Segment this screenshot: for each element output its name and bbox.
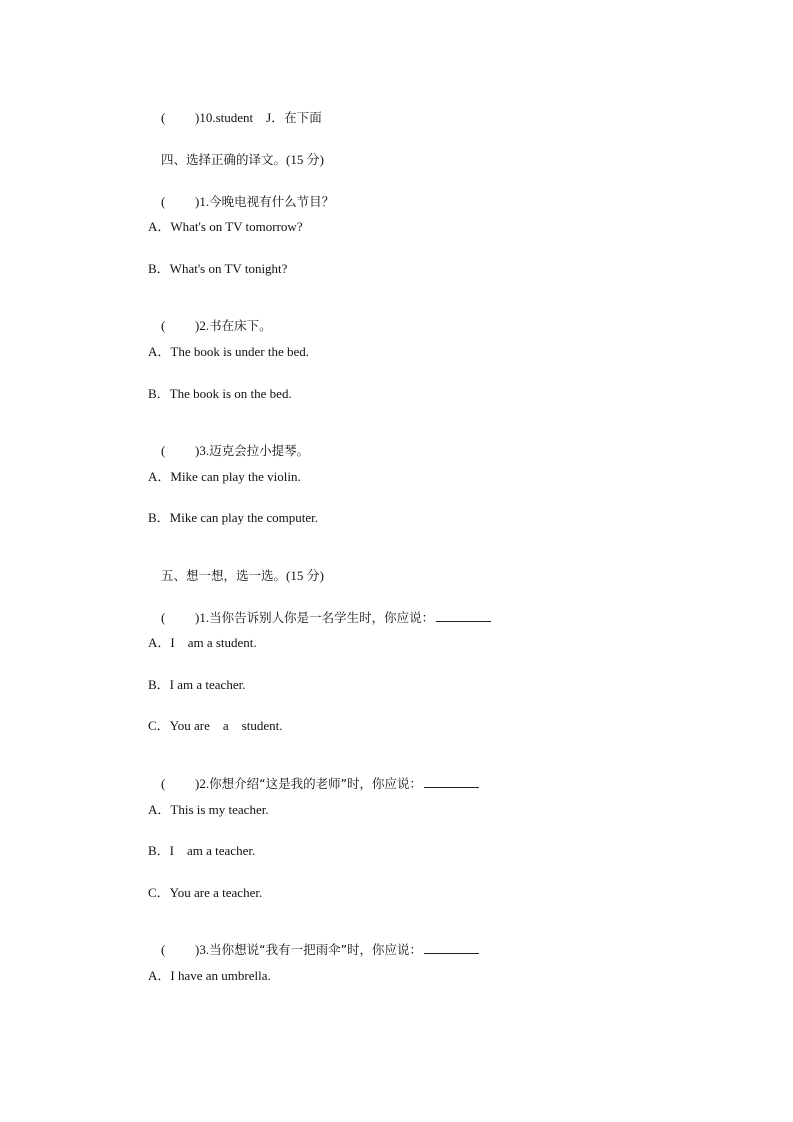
section-4-heading: 四、选择正确的译文。(15 分) (161, 152, 324, 167)
s5-question-1: ( )1.当你告诉别人你是一名学生时，你应说： (148, 594, 491, 642)
section-5-heading: 五、想一想，选一选。(15 分) (161, 568, 324, 583)
answer-paren: ( (161, 110, 166, 125)
s4-q3-option-a: A．Mike can play the violin. (148, 469, 301, 484)
answer-blank (424, 942, 479, 954)
s4-q3-option-b: B．Mike can play the computer. (148, 510, 319, 525)
s5-q3-option-a: A．I have an umbrella. (148, 968, 271, 983)
s5-question-3: ( )3.当你想说“我有一把雨伞”时，你应说： (148, 926, 479, 974)
s5-q2-option-b: B．I am a teacher. (148, 843, 256, 858)
s4-q2-option-a: A．The book is under the bed. (148, 344, 310, 359)
question-10: ( )10.student J．在下面 (161, 110, 322, 125)
answer-blank (424, 776, 479, 788)
s4-q1-option-a: A．What's on TV tomorrow? (148, 219, 303, 234)
s5-q2-option-c: C．You are a teacher. (148, 885, 263, 900)
s4-question-2: ( )2.书在床下。 (161, 318, 272, 333)
s5-q2-option-a: A．This is my teacher. (148, 802, 269, 817)
s4-q1-option-b: B．What's on TV tonight? (148, 261, 288, 276)
s5-q1-option-b: B．I am a teacher. (148, 677, 246, 692)
s4-question-3: ( )3.迈克会拉小提琴。 (161, 443, 310, 458)
s4-q2-option-b: B．The book is on the bed. (148, 386, 292, 401)
s4-question-1: ( )1.今晚电视有什么节目？ (161, 194, 335, 209)
s5-q1-option-a: A．I am a student. (148, 635, 257, 650)
s5-question-2: ( )2.你想介绍“这是我的老师”时，你应说： (148, 760, 479, 808)
s5-q1-option-c: C．You are a student. (148, 718, 283, 733)
answer-blank (436, 610, 491, 622)
